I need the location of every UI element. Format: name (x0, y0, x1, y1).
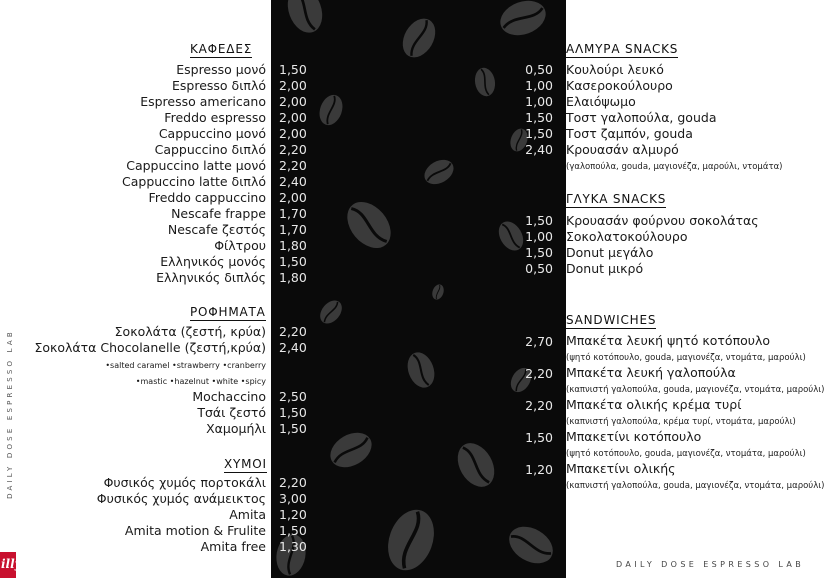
menu-item-name: Κασεροκούλουρο (566, 78, 673, 93)
menu-item-price: 2,20 (525, 398, 553, 413)
menu-item-price: 1,80 (279, 270, 307, 285)
menu-item-price: 2,20 (279, 475, 307, 490)
menu-item-name: Nescafe ζεστός (167, 222, 266, 237)
menu-item-price: 2,00 (279, 94, 307, 109)
menu-item-price: 0,50 (525, 261, 553, 276)
menu-item-name: Μπακέτα ολικής κρέμα τυρί (566, 397, 742, 412)
menu-item-name: Μπακετίνι κοτόπουλο (566, 429, 702, 444)
bean-icon (495, 0, 550, 41)
item-ingredients: (καπνιστή γαλοπούλα, gouda, μαγιονέζα, ντομάτα, μαρούλι) (566, 481, 825, 491)
section-title-rofimata: ΡΟΦΗΜΑΤΑ (190, 305, 266, 319)
section-title-xymoi: ΧΥΜΟΙ (224, 457, 267, 471)
menu-item-name: Ελληνικός διπλός (156, 270, 266, 285)
menu-item-price: 2,00 (279, 78, 307, 93)
menu-item-price: 2,20 (279, 324, 307, 339)
menu-item-name: Cappuccino latte μονό (126, 158, 266, 173)
bean-icon (430, 283, 445, 301)
menu-item-price: 2,20 (279, 142, 307, 157)
bean-icon (338, 194, 399, 257)
menu-item-name: Μπακέτα λευκή γαλοπούλα (566, 365, 736, 380)
menu-item-price: 1,50 (525, 430, 553, 445)
bean-icon (316, 92, 347, 129)
menu-item-name: Cappuccino μονό (158, 126, 266, 141)
menu-item-name: Mochaccino (192, 389, 266, 404)
menu-item-name: Ελληνικός μονός (160, 254, 266, 269)
menu-item-name: Espresso μονό (176, 62, 266, 77)
menu-item-price: 2,40 (279, 340, 307, 355)
menu-item-price: 1,50 (279, 62, 307, 77)
menu-item-name: Τοστ ζαμπόν, gouda (566, 126, 693, 141)
menu-item-price: 1,50 (525, 213, 553, 228)
menu-item-name: Ελαιόψωμο (566, 94, 636, 109)
menu-item-name: Κρουασάν φούρνου σοκολάτας (566, 213, 759, 228)
bean-icon (473, 66, 497, 98)
bean-icon (494, 217, 528, 255)
menu-item-name: Freddo cappuccino (148, 190, 266, 205)
menu-item-name: Σοκολατοκούλουρο (566, 229, 688, 244)
menu-item-price: 1,00 (525, 78, 553, 93)
section-title-sandwiches: SANDWICHES (566, 313, 657, 327)
section-title-almyra: ΑΛΜΥΡΑ SNACKS (566, 42, 679, 56)
menu-item-name: Amita (229, 507, 266, 522)
menu-item-price: 1,50 (279, 421, 307, 436)
menu-item-price: 1,50 (525, 245, 553, 260)
menu-item-price: 2,40 (279, 174, 307, 189)
menu-item-price: 1,50 (279, 254, 307, 269)
menu-item-name: Μπακέτα λευκή ψητό κοτόπουλο (566, 333, 771, 348)
illy-logo: illy (0, 552, 16, 578)
section-title-kafedes: ΚΑΦΕΔΕΣ (190, 42, 253, 56)
bean-icon (503, 519, 560, 570)
menu-item-price: 1,20 (525, 462, 553, 477)
menu-item-name: Cappuccino διπλό (154, 142, 266, 157)
menu-item-price: 2,00 (279, 110, 307, 125)
menu-item-price: 1,20 (279, 507, 307, 522)
menu-item-name: Amita motion & Frulite (124, 523, 266, 538)
menu-item-price: 1,50 (279, 523, 307, 538)
menu-item-name: Φυσικός χυμός ανάμεικτος (96, 491, 266, 506)
coffee-beans-decoration (271, 0, 566, 578)
coffee-bean-strip (271, 0, 566, 578)
item-ingredients: (ψητό κοτόπουλο, gouda, μαγιονέζα, ντομάτα, μαρούλι) (566, 353, 806, 363)
menu-item-price: 2,50 (279, 389, 307, 404)
flavor-options: •salted caramel •strawberry •cranberry (105, 361, 266, 370)
menu-item-name: Donut μικρό (566, 261, 644, 276)
menu-item-price: 1,50 (525, 126, 553, 141)
menu-item-name: Nescafe frappe (171, 206, 266, 221)
menu-item-price: 0,50 (525, 62, 553, 77)
menu-item-name: Espresso americano (140, 94, 266, 109)
menu-item-price: 2,40 (525, 142, 553, 157)
menu-item-price: 2,20 (525, 366, 553, 381)
menu-item-price: 1,30 (279, 539, 307, 554)
menu-item-name: Φυσικός χυμός πορτοκάλι (103, 475, 266, 490)
flavor-options: •mastic •hazelnut •white •spicy (135, 377, 266, 386)
menu-item-price: 1,00 (525, 94, 553, 109)
item-ingredients: (καπνιστή γαλοπούλα, gouda, μαγιονέζα, ντομάτα, μαρούλι) (566, 385, 825, 395)
menu-item-price: 1,70 (279, 206, 307, 221)
section-title-glyka: ΓΛΥΚΑ SNACKS (566, 192, 667, 206)
menu-item-price: 2,20 (279, 158, 307, 173)
menu-item-name: Σοκολάτα Chocolanelle (ζεστή,κρύα) (34, 340, 266, 355)
menu-item-name: Freddo espresso (164, 110, 266, 125)
menu-item-name: Σοκολάτα (ζεστή, κρύα) (114, 324, 266, 339)
menu-item-price: 2,00 (279, 126, 307, 141)
menu-item-name: Cappuccino latte διπλό (122, 174, 266, 189)
bean-icon (282, 0, 328, 38)
item-ingredients: (καπνιστή γαλοπούλα, κρέμα τυρί, ντομάτα, μαρούλι) (566, 417, 796, 427)
menu-item-name: Κρουασάν αλμυρό (566, 142, 679, 157)
menu-item-name: Τσάι ζεστό (197, 405, 266, 420)
menu-item-name: Χαμομήλι (206, 421, 266, 436)
menu-item-name: Amita free (200, 539, 266, 554)
item-ingredients: (γαλοπούλα, gouda, μαγιονέζα, μαρούλι, ντομάτα) (566, 162, 783, 172)
footer-brand: DAILY DOSE ESPRESSO LAB (616, 560, 805, 569)
menu-item-name: Φίλτρου (214, 238, 266, 253)
bean-icon (396, 13, 442, 63)
menu-item-price: 2,70 (525, 334, 553, 349)
menu-item-name: Donut μεγάλο (566, 245, 654, 260)
menu-item-name: Μπακετίνι ολικής (566, 461, 676, 476)
side-brand-text: DAILY DOSE ESPRESSO LAB (6, 329, 14, 499)
menu-item-price: 2,00 (279, 190, 307, 205)
menu-item-price: 1,00 (525, 229, 553, 244)
bean-icon (420, 155, 458, 189)
menu-item-price: 1,50 (525, 110, 553, 125)
bean-icon (403, 349, 439, 392)
bean-icon (450, 437, 501, 494)
bean-icon (316, 296, 347, 327)
menu-item-name: Espresso διπλό (172, 78, 266, 93)
menu-item-name: Τοστ γαλοπούλα, gouda (566, 110, 717, 125)
menu-item-price: 1,80 (279, 238, 307, 253)
menu-item-name: Κουλούρι λευκό (566, 62, 664, 77)
menu-item-price: 3,00 (279, 491, 307, 506)
bean-icon (380, 503, 442, 576)
item-ingredients: (ψητό κοτόπουλο, gouda, μαγιονέζα, ντομάτα, μαρούλι) (566, 449, 806, 459)
menu-item-price: 1,70 (279, 222, 307, 237)
menu-item-price: 1,50 (279, 405, 307, 420)
bean-icon (324, 426, 378, 475)
